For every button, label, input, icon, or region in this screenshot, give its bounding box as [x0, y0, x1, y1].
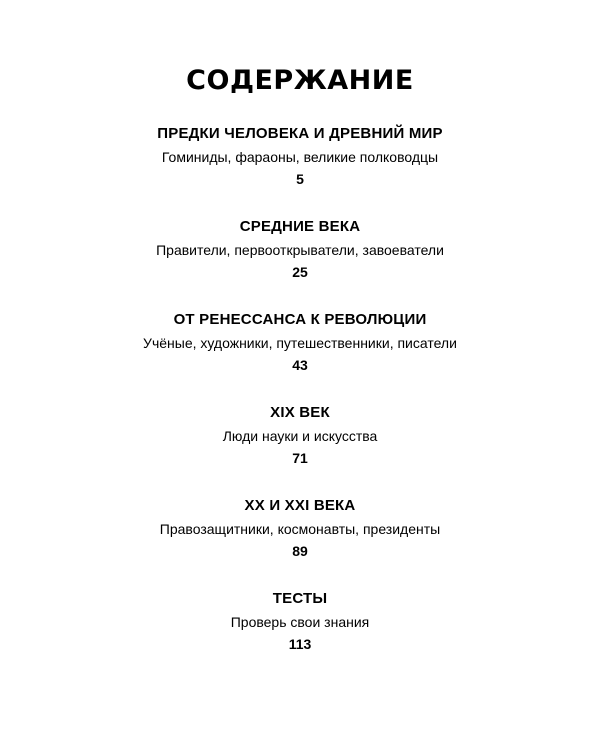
section-subtitle: Правозащитники, космонавты, президенты — [159, 521, 441, 537]
page-number: 25 — [292, 264, 308, 280]
section-heading: XX И XXI ВЕКА — [244, 497, 356, 514]
section-subtitle: Правители, первооткрыватели, завоеватели — [156, 242, 444, 258]
table-of-contents — [0, 122, 600, 680]
page-title: СОДЕРЖАНИЕ — [186, 65, 414, 96]
section-heading: XIX ВЕК — [270, 404, 330, 421]
toc-entry-middle-ages — [0, 215, 600, 308]
toc-entry-renaissance — [0, 308, 600, 401]
section-subtitle: Проверь свои знания — [230, 614, 370, 630]
section-subtitle: Гоминиды, фараоны, великие полководцы — [161, 149, 439, 165]
section-subtitle: Люди науки и искусства — [222, 428, 378, 444]
section-heading: ПРЕДКИ ЧЕЛОВЕКА И ДРЕВНИЙ МИР — [157, 125, 443, 142]
toc-entry-19th-century — [0, 401, 600, 494]
toc-entry-ancient-world — [0, 122, 600, 215]
toc-entry-20th-21st-century — [0, 494, 600, 587]
page-number: 113 — [288, 636, 312, 652]
page-number: 71 — [292, 450, 308, 466]
page-number: 43 — [292, 357, 308, 373]
section-heading: ТЕСТЫ — [272, 590, 328, 607]
section-heading: ОТ РЕНЕССАНСА К РЕВОЛЮЦИИ — [173, 311, 427, 328]
section-subtitle: Учёные, художники, путешественники, писатели — [143, 335, 457, 351]
page-number: 5 — [296, 171, 304, 187]
section-heading: СРЕДНИЕ ВЕКА — [239, 218, 361, 235]
page-number: 89 — [292, 543, 308, 559]
toc-entry-tests — [0, 587, 600, 680]
